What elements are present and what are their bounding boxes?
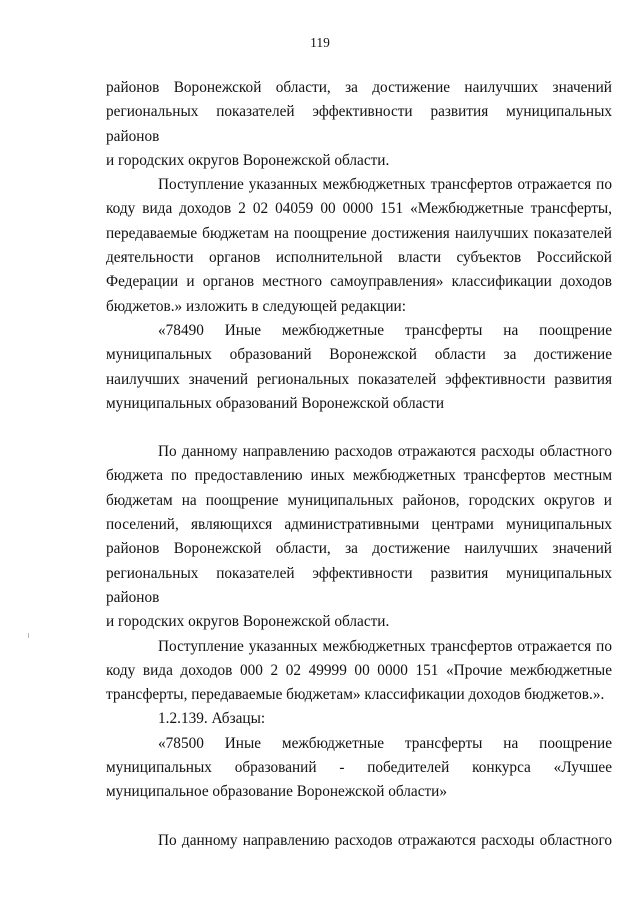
text-line: коду вида доходов 2 02 04059 00 0000 151 «Межбюджетные трансферты, [106, 200, 612, 218]
paragraph [106, 829, 612, 853]
text-line: бюджета по предоставлению иных межбюджетных трансфертов местным [106, 467, 612, 485]
text-line: Федерации и органов местного самоуправления» классификации доходов [106, 273, 612, 291]
text-line: 1.2.139. Абзацы: [158, 710, 266, 728]
text-line: региональных показателей эффективности развития муниципальных районов [106, 103, 612, 145]
text-line: бюджетам на поощрение муниципальных районов, городских округов и [106, 491, 612, 509]
text-line: региональных показателей эффективности развития муниципальных районов [106, 564, 612, 606]
text-line: коду вида доходов 000 2 02 49999 00 0000 151 «Прочие межбюджетные [106, 661, 612, 679]
text-line: районов Воронежской области, за достижение наилучших значений [106, 79, 612, 96]
paragraph [106, 635, 612, 708]
text-line: По данному направлению расходов отражаются расходы областного [158, 443, 612, 461]
text-line: наилучших значений региональных показателей эффективности развития [106, 370, 612, 388]
document-body [106, 76, 612, 853]
text-line: «78500 Иные межбюджетные трансферты на поощрение [158, 734, 612, 752]
paragraph [106, 76, 612, 173]
paragraph [106, 732, 612, 805]
paragraph-gap [106, 805, 612, 829]
paragraph [106, 440, 612, 634]
text-line: муниципальное образование Воронежской области» [106, 783, 447, 801]
text-line: муниципальных образований - победителей конкурса «Лучшее [106, 759, 612, 777]
text-line: районов Воронежской области, за достижение наилучших значений [106, 540, 612, 558]
text-line: Поступление указанных межбюджетных трансфертов отражается по [158, 176, 612, 194]
text-line: и городских округов Воронежской области. [106, 151, 390, 169]
paragraph-gap [106, 416, 612, 440]
text-line: муниципальных образований Воронежской области [106, 394, 445, 412]
paragraph [106, 319, 612, 416]
paragraph [106, 707, 612, 731]
text-line: и городских округов Воронежской области. [106, 613, 390, 631]
text-line: трансферты, передаваемые бюджетам» классификации доходов бюджетов.». [106, 686, 605, 704]
text-line: «78490 Иные межбюджетные трансферты на поощрение [158, 321, 612, 339]
text-line: деятельности органов исполнительной власти субъектов Российской [106, 249, 612, 267]
paragraph [106, 173, 612, 319]
scan-mark [28, 633, 29, 638]
text-line: По данному направлению расходов отражаются расходы областного [158, 831, 612, 849]
text-line: передаваемые бюджетам на поощрение достижения наилучших показателей [106, 224, 612, 242]
text-line: муниципальных образований Воронежской области за достижение [106, 346, 612, 364]
text-line: Поступление указанных межбюджетных трансфертов отражается по [158, 637, 612, 655]
page-number: 119 [310, 35, 330, 50]
text-line: поселений, являющихся административными центрами муниципальных [106, 516, 612, 534]
text-line: бюджетов.» изложить в следующей редакции: [106, 297, 406, 315]
